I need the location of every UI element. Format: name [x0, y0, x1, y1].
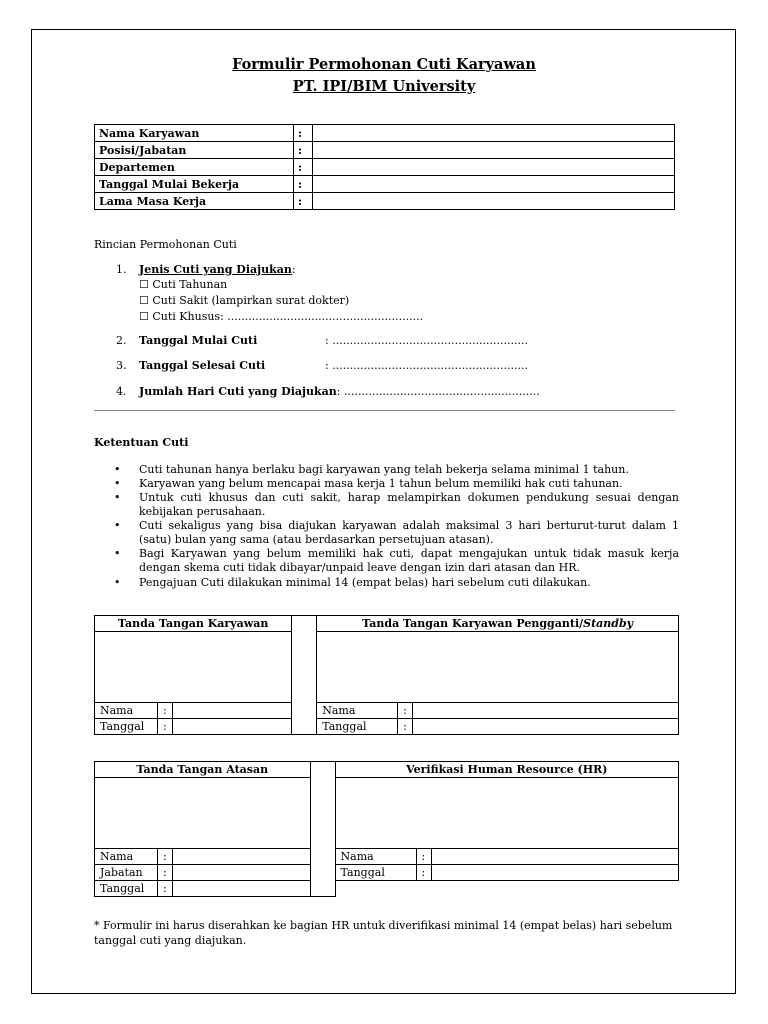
field-label: Nama [335, 849, 416, 865]
sig-header: Verifikasi Human Resource (HR) [335, 762, 678, 778]
sig-header [317, 616, 679, 632]
list-item-text: Untuk cuti khusus dan cuti sakit, harap melampirkan dokumen pendukung sesuai dengan kebijakan perusahaan. [139, 491, 679, 518]
list-item-text: Karyawan yang belum mencapai masa kerja 1 tahun belum memiliki hak cuti tahunan. [139, 477, 623, 490]
list-item-text: Bagi Karyawan yang belum memiliki hak cuti, dapat mengajukan untuk tidak masuk kerja dengan skema cuti tidak dibayar/unpaid leave dengan izin dari atasan dan HR. [139, 547, 679, 574]
empty-cell [335, 881, 678, 897]
info-label: Nama Karyawan [95, 125, 294, 142]
info-label: Lama Masa Kerja [95, 193, 294, 210]
sig-gap [310, 762, 335, 897]
field-sep: : [416, 849, 431, 865]
info-value-field[interactable] [313, 176, 675, 193]
hr-signature-box[interactable] [335, 778, 678, 849]
employee-date-field[interactable] [173, 719, 292, 735]
field-label: Tanggal [95, 881, 158, 897]
sig-header-prefix: Tanda Tangan Karyawan Pengganti/ [362, 617, 584, 630]
info-label: Posisi/Jabatan [95, 142, 294, 159]
info-value-field[interactable] [313, 142, 675, 159]
field-sep: : [398, 719, 413, 735]
company-title: PT. IPI/BIM University [292, 78, 476, 95]
info-sep: : [294, 193, 313, 210]
bullet: • [114, 491, 121, 504]
checkbox-icon[interactable]: ☐ [139, 294, 149, 307]
info-label: Tanggal Mulai Bekerja [95, 176, 294, 193]
field-sep: : [158, 719, 173, 735]
item-jumlah-hari [139, 385, 540, 398]
supervisor-name-field[interactable] [173, 849, 311, 865]
field-sep: : [158, 881, 173, 897]
info-row [95, 142, 675, 159]
bullet: • [114, 547, 121, 560]
info-sep: : [294, 176, 313, 193]
bullet: • [114, 477, 121, 490]
item-label: Jenis Cuti yang Diajukan [139, 263, 292, 276]
item-number: 4. [116, 385, 127, 398]
item-label: Tanggal Mulai Cuti [139, 334, 258, 347]
field-sep: : [158, 865, 173, 881]
item-number: 2. [116, 334, 127, 347]
bullet: • [114, 519, 121, 532]
supervisor-position-field[interactable] [173, 865, 311, 881]
ketentuan-heading: Ketentuan Cuti [94, 436, 189, 449]
option-label: Cuti Tahunan [152, 278, 228, 291]
employee-signature-box[interactable] [95, 632, 292, 703]
item-label: Jumlah Hari Cuti yang Diajukan [139, 385, 337, 398]
tanggal-mulai-field[interactable]: : ........................................................ [325, 334, 529, 347]
section-divider [94, 410, 675, 411]
field-label: Nama [95, 849, 158, 865]
sig-header: Tanda Tangan Karyawan [95, 616, 292, 632]
item-label: Tanggal Selesai Cuti [139, 359, 266, 372]
sig-header-italic: Standby [583, 617, 634, 630]
standby-name-field[interactable] [413, 703, 679, 719]
field-label: Tanggal [317, 719, 398, 735]
info-sep: : [294, 125, 313, 142]
info-row [95, 176, 675, 193]
standby-signature-box[interactable] [317, 632, 679, 703]
field-label: Tanggal [335, 865, 416, 881]
info-row [95, 125, 675, 142]
sig-header: Tanda Tangan Atasan [95, 762, 311, 778]
list-item-text: Cuti sekaligus yang bisa diajukan karyawan adalah maksimal 3 hari berturut-turut dalam 1 (satu) bulan yang sama (atau berdasarkan persetujuan atasan). [139, 519, 679, 546]
field-label: Nama [317, 703, 398, 719]
info-value-field[interactable] [313, 125, 675, 142]
field-label: Tanggal [95, 719, 158, 735]
option-label: Cuti Khusus: ........................................................ [152, 310, 424, 323]
jumlah-hari-field[interactable]: : ........................................................ [336, 385, 540, 398]
employee-info-table [94, 124, 675, 210]
signature-table-supervisor [94, 761, 679, 897]
standby-date-field[interactable] [413, 719, 679, 735]
checkbox-icon[interactable]: ☐ [139, 310, 149, 323]
field-sep: : [158, 703, 173, 719]
info-label: Departemen [95, 159, 294, 176]
list-item-text: Pengajuan Cuti dilakukan minimal 14 (empat belas) hari sebelum cuti dilakukan. [139, 576, 591, 589]
info-value-field[interactable] [313, 159, 675, 176]
tanggal-selesai-field[interactable]: : ........................................................ [325, 359, 529, 372]
supervisor-signature-box[interactable] [95, 778, 311, 849]
item-number: 1. [116, 263, 127, 276]
employee-name-field[interactable] [173, 703, 292, 719]
info-sep: : [294, 142, 313, 159]
item-jenis-cuti [139, 263, 296, 276]
field-label: Nama [95, 703, 158, 719]
option-cuti-khusus[interactable] [139, 310, 423, 323]
option-cuti-tahunan[interactable] [139, 278, 227, 291]
field-label: Jabatan [95, 865, 158, 881]
hr-date-field[interactable] [431, 865, 678, 881]
item-colon: : [291, 263, 296, 276]
signature-table-employee [94, 615, 679, 735]
bullet: • [114, 463, 121, 476]
info-sep: : [294, 159, 313, 176]
field-sep: : [158, 849, 173, 865]
info-row [95, 159, 675, 176]
option-label: Cuti Sakit (lampirkan surat dokter) [152, 294, 350, 307]
field-sep: : [398, 703, 413, 719]
checkbox-icon[interactable]: ☐ [139, 278, 149, 291]
bullet: • [114, 576, 121, 589]
info-row [95, 193, 675, 210]
info-value-field[interactable] [313, 193, 675, 210]
field-sep: : [416, 865, 431, 881]
sig-gap [292, 616, 317, 735]
rincian-heading: Rincian Permohonan Cuti [94, 238, 237, 251]
supervisor-date-field[interactable] [173, 881, 311, 897]
footnote: * Formulir ini harus diserahkan ke bagian HR untuk diverifikasi minimal 14 (empat belas) hari sebelum tanggal cuti yang diajukan. [94, 919, 673, 947]
form-title: Formulir Permohonan Cuti Karyawan [232, 56, 536, 73]
list-item-text: Cuti tahunan hanya berlaku bagi karyawan yang telah bekerja selama minimal 1 tahun. [139, 463, 629, 476]
option-cuti-sakit[interactable] [139, 294, 349, 307]
item-number: 3. [116, 359, 127, 372]
hr-name-field[interactable] [431, 849, 678, 865]
